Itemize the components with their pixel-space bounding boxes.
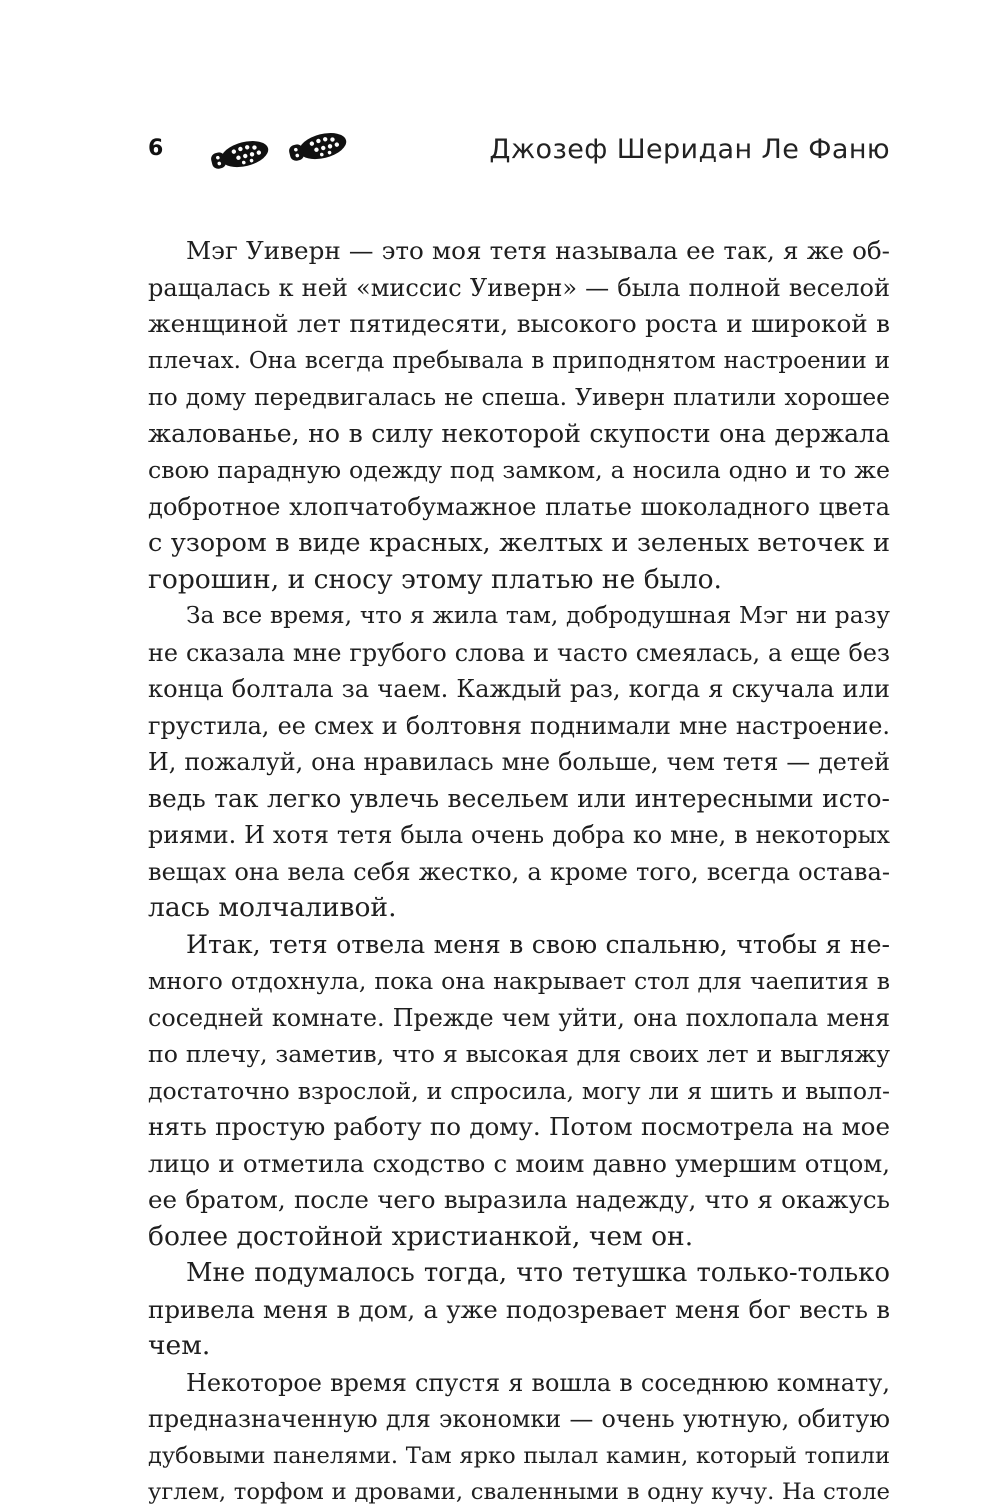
- text-line: И, пожалуй, она нравилась мне больше, чем тетя — детей: [148, 748, 890, 776]
- page-number: 6: [148, 136, 164, 161]
- text-line: по плечу, заметив, что я высокая для своих лет и выгляжу: [148, 1040, 890, 1068]
- text-line: дубовыми панелями. Там ярко пылал камин, который топили: [148, 1442, 890, 1469]
- text-line: не сказала мне грубого слова и часто смеялась, а еще без: [148, 638, 890, 667]
- text-line: ращалась к ней «миссис Уиверн» — была полной веселой: [148, 273, 890, 302]
- text-line: добротное хлопчатобумажное платье шоколадного цвета: [148, 492, 890, 521]
- text-line: Мэг Уиверн — это моя тетя называла ее так, я же об-: [186, 236, 890, 265]
- text-line: свою парадную одежду под замком, а носила одно и то же: [148, 456, 890, 484]
- body-text: [148, 233, 890, 1511]
- text-line: соседней комнате. Прежде чем уйти, она похлопала меня: [148, 1003, 890, 1032]
- text-line: много отдохнула, пока она накрывает стол для чаепития в: [148, 967, 890, 995]
- paragraph: [148, 233, 890, 598]
- text-line: горошин, и сносу этому платью не было.: [148, 563, 722, 595]
- author-name: Джозеф Шеридан Ле Фаню: [489, 134, 890, 165]
- text-line: женщиной лет пятидесяти, высокого роста и широкой в: [148, 309, 890, 338]
- text-line: углем, торфом и дровами, сваленными в одну кучу. На столе: [148, 1479, 890, 1505]
- text-line: с узором в виде красных, желтых и зеленых веточек и: [148, 528, 890, 558]
- text-line: более достойной христианкой, чем он.: [148, 1220, 694, 1252]
- paragraph: [148, 927, 890, 1256]
- text-line: ее братом, после чего выразила надежду, что я окажусь: [148, 1185, 890, 1214]
- paragraph: [148, 1255, 890, 1365]
- text-line: привела меня в дом, а уже подозревает меня бог весть в: [148, 1294, 890, 1324]
- text-line: лицо и отметила сходство с моим давно умершим отцом,: [148, 1148, 890, 1178]
- paragraph: [148, 1365, 890, 1511]
- text-line: по дому передвигалась не спеша. Уиверн платили хорошее: [148, 383, 890, 411]
- text-line: конца болтала за чаем. Каждый раз, когда я скучала или: [148, 675, 890, 703]
- text-line: За все время, что я жила там, добродушная Мэг ни разу: [186, 602, 890, 629]
- text-line: жалованье, но в силу некоторой скупости она держала: [148, 418, 890, 448]
- text-line: лась молчаливой.: [148, 892, 397, 923]
- footprints-icon: [205, 124, 355, 180]
- text-line: Мне подумалось тогда, что тетушка только-только: [186, 1258, 890, 1288]
- text-line: достаточно взрослой, и спросила, могу ли я шить и выпол-: [148, 1076, 890, 1105]
- running-header: [148, 120, 890, 180]
- text-line: нять простую работу по дому. Потом посмотрела на мое: [148, 1112, 890, 1141]
- text-line: плечах. Она всегда пребывала в приподнятом настроении и: [148, 347, 890, 374]
- text-line: Некоторое время спустя я вошла в соседнюю комнату,: [186, 1368, 890, 1397]
- text-line: ведь так легко увлечь весельем или интересными исто-: [148, 783, 890, 813]
- text-line: риями. И хотя тетя была очень добра ко мне, в некоторых: [148, 821, 890, 849]
- paragraph: [148, 598, 890, 927]
- text-line: грустила, ее смех и болтовня поднимали мне настроение.: [148, 711, 890, 740]
- text-line: чем.: [148, 1330, 211, 1361]
- text-line: вещах она вела себя жестко, а кроме того, всегда остава-: [148, 857, 890, 886]
- text-line: Итак, тетя отвела меня в свою спальню, чтобы я не-: [186, 929, 890, 959]
- text-line: предназначенную для экономки — очень уютную, обитую: [148, 1405, 890, 1433]
